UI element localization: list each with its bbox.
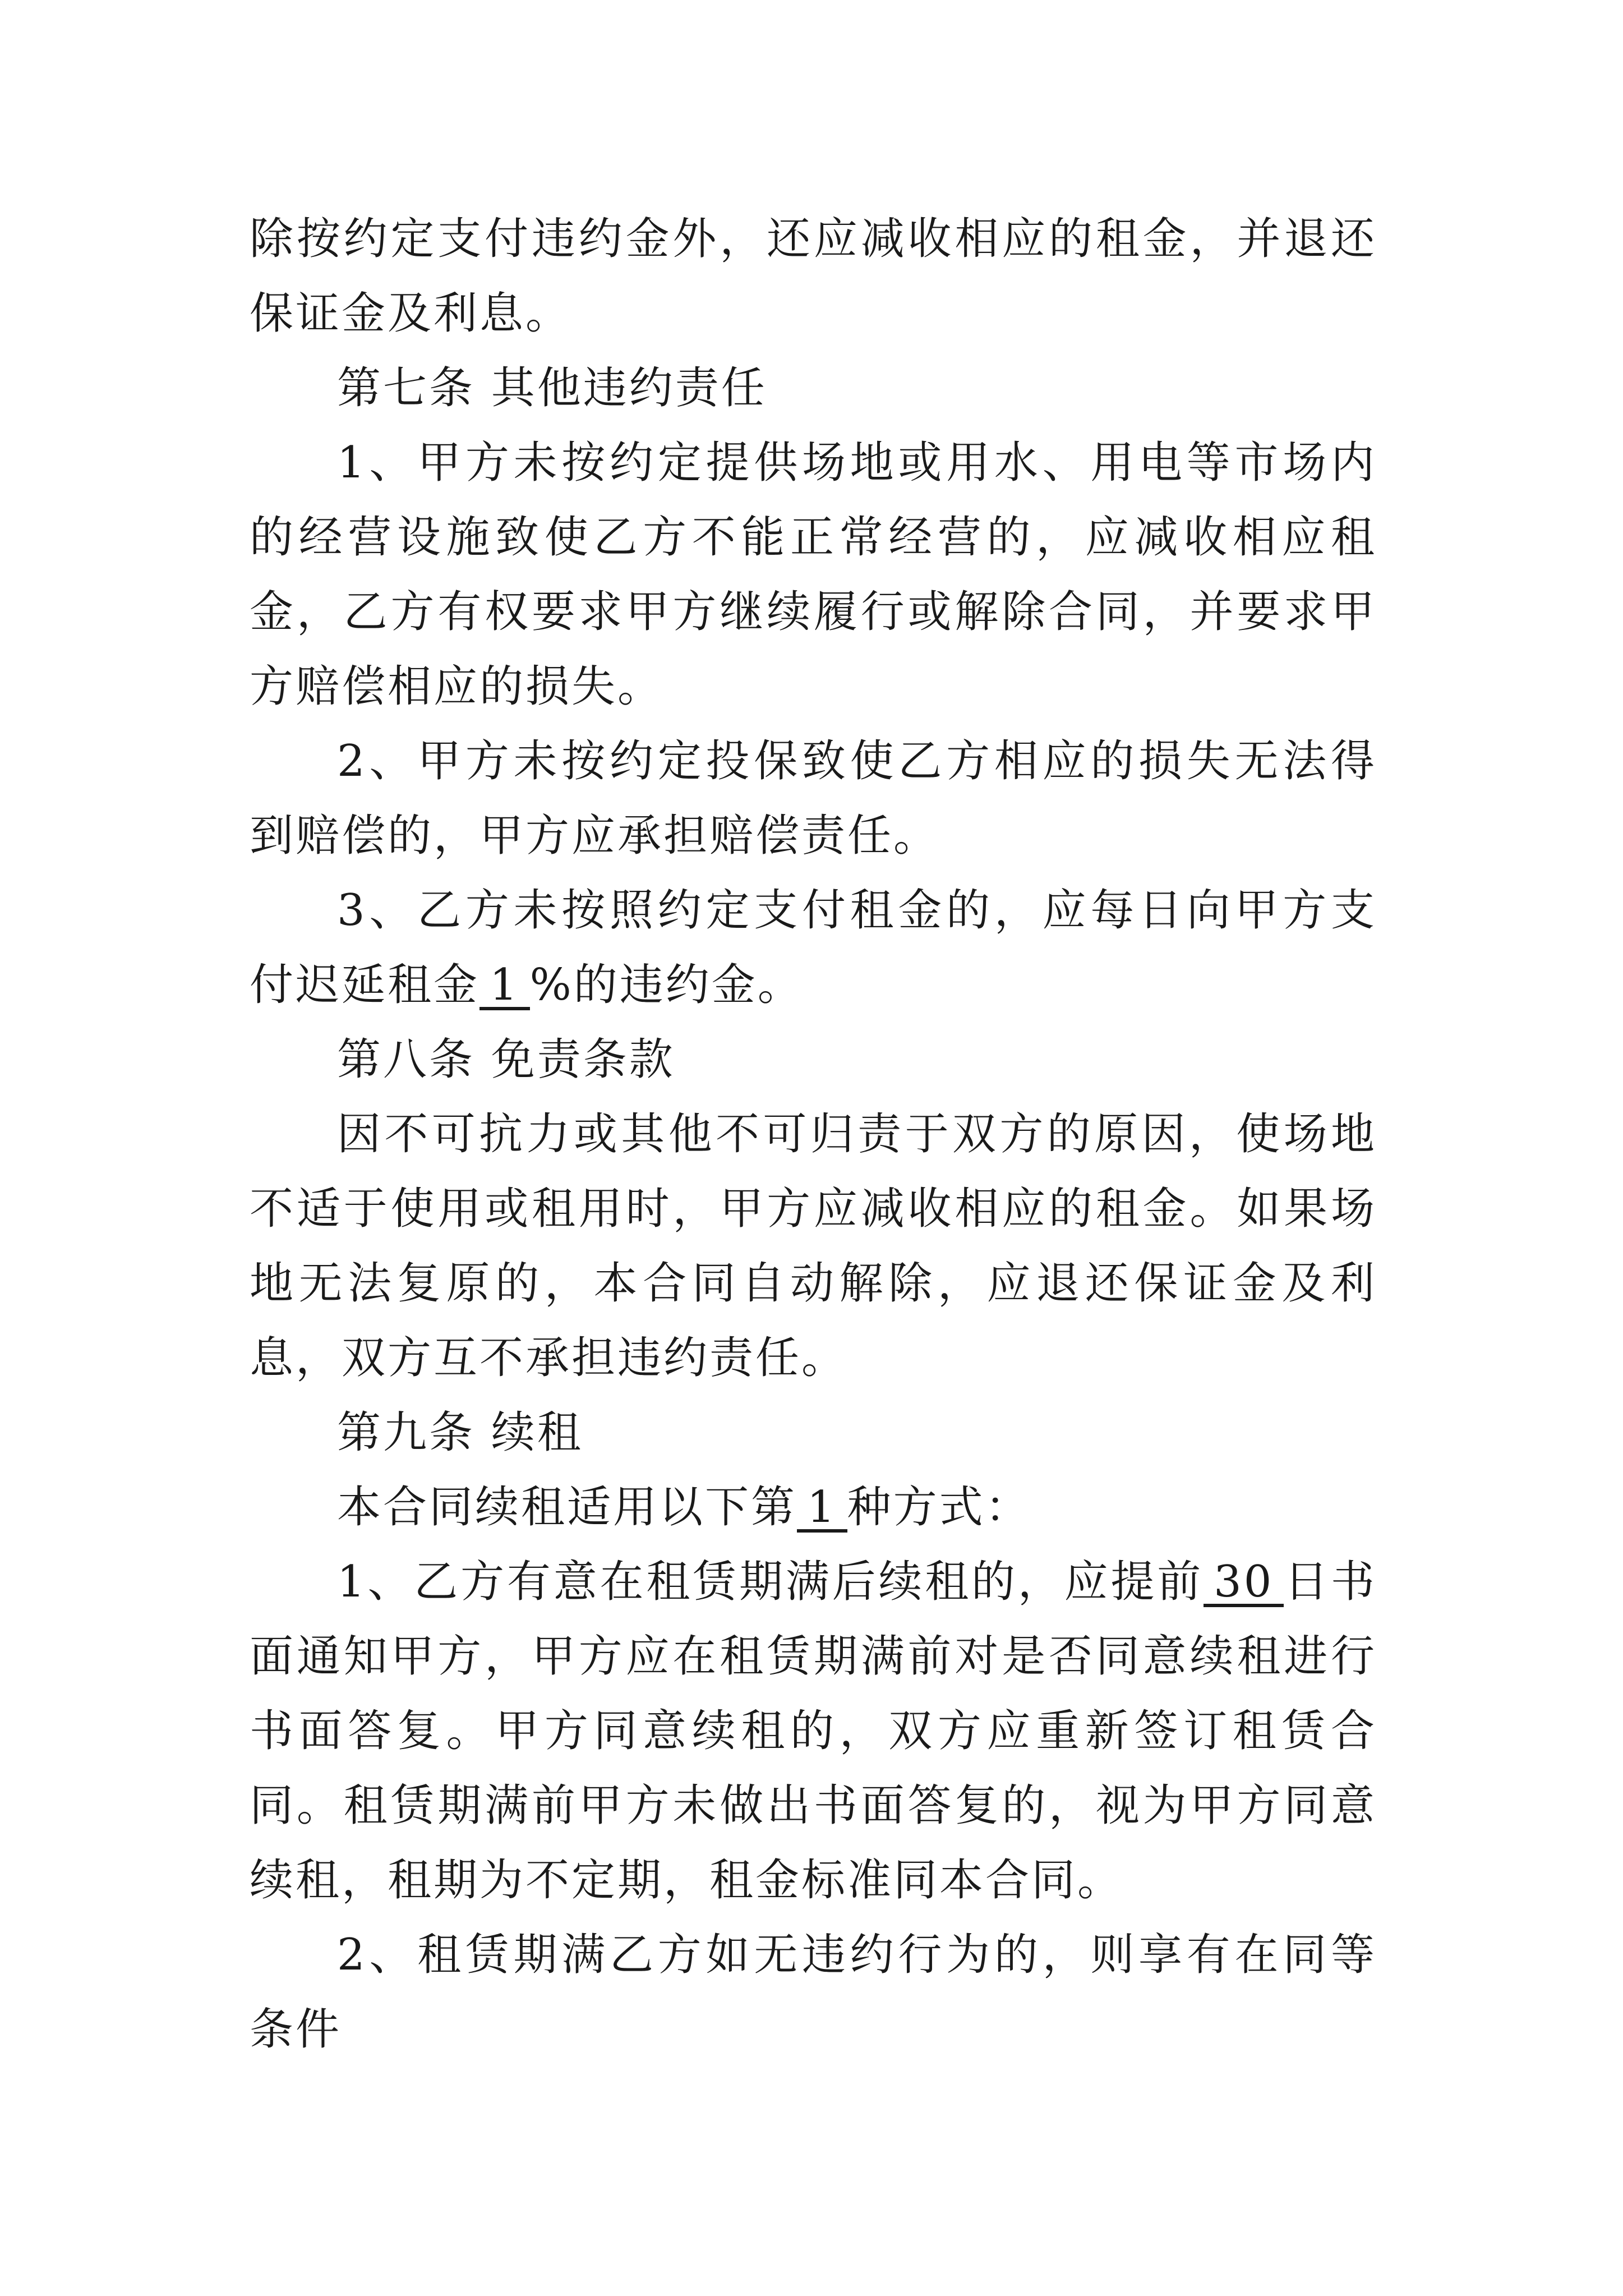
fill-in-blank: 1 [797,1485,847,1533]
paragraph-continuation: 除按约定支付违约金外，还应减收相应的租金，并退还保证金及利息。 [250,214,1377,339]
clause-text: %的违约金。 [529,960,804,1010]
clause-text: 1、乙方有意在租赁期满后续租的，应提前 [337,1557,1204,1607]
article-7-clause-2: 2、甲方未按约定投保致使乙方相应的损失无法得到赔偿的，甲方应承担赔偿责任。 [250,736,1377,861]
article-9-clause-2: 2、租赁期满乙方如无违约行为的，则享有在同等条件 [250,1930,1377,2055]
fill-in-blank: 1 [479,963,530,1010]
article-7-clause-3 [250,873,1377,1023]
article-9-intro [250,1470,1377,1545]
clause-text: 种方式： [847,1482,1031,1533]
article-9-heading: 第九条 续租 [337,1407,583,1458]
fill-in-blank: 30 [1204,1560,1284,1607]
article-9-clause-1 [250,1545,1377,1918]
clause-text: 日书面通知甲方，甲方应在租赁期满前对是否同意续租进行书面答复。甲方同意续租的，双方应重新签订租赁合同。租赁期满前甲方未做出书面答复的，视为甲方同意续租，租期为不定期，租金标准同本合同。 [250,1557,1377,1906]
clause-text: 本合同续租适用以下第 [337,1482,797,1533]
article-8-heading: 第八条 免责条款 [337,1034,675,1085]
clause-text: 3、乙方未按照约定支付租金的，应每日向甲方支付迟延租金 [250,885,1377,1010]
document-body [250,202,1377,2067]
article-7-heading: 第七条 其他违约责任 [337,363,767,413]
article-8-body: 因不可抗力或其他不可归责于双方的原因，使场地不适于使用或租用时，甲方应减收相应的租金。如果场地无法复原的，本合同自动解除，应退还保证金及利息，双方互不承担违约责任。 [250,1109,1377,1383]
article-7-clause-1: 1、甲方未按约定提供场地或用水、用电等市场内的经营设施致使乙方不能正常经营的，应减收相应租金，乙方有权要求甲方继续履行或解除合同，并要求甲方赔偿相应的损失。 [250,438,1377,712]
